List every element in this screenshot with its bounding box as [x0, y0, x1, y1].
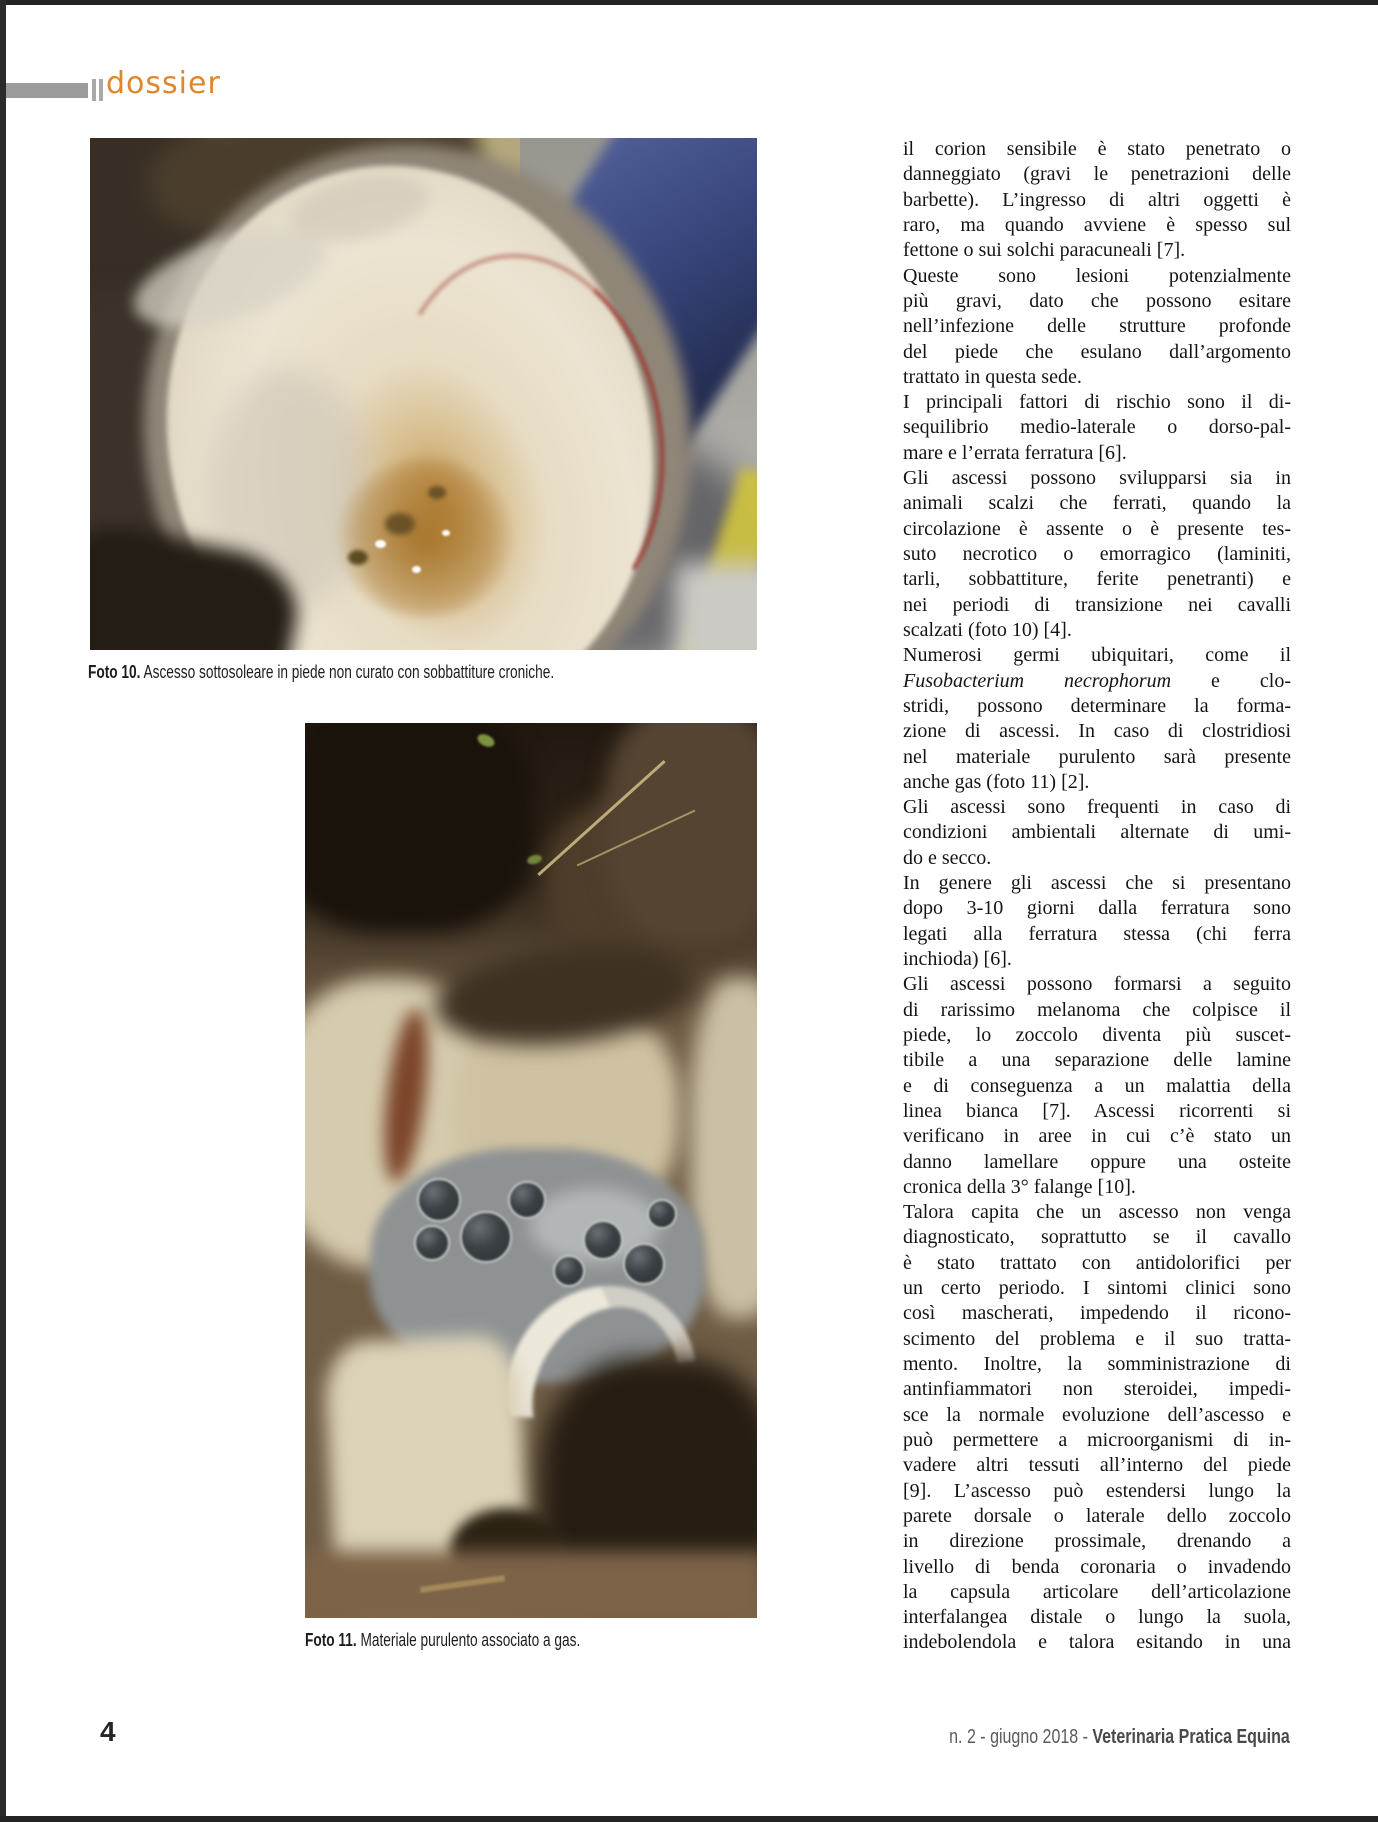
text-line: animali scalzi che ferrati, quando la: [903, 492, 1291, 515]
text-line: di rarissimo melanoma che colpisce il: [903, 998, 1291, 1021]
footer-issue-info: n. 2 - giugno 2018 -: [949, 1726, 1093, 1748]
text-line: raro, ma quando avviene è spesso sul: [903, 213, 1291, 236]
text-line: I principali fattori di rischio sono il di-: [903, 391, 1291, 414]
text-line: fettone o sui solchi paracuneali [7].: [903, 239, 1186, 262]
text-line: Gli ascessi sono frequenti in caso di: [903, 796, 1291, 819]
text-line: cronica della 3° falange [10].: [903, 1175, 1136, 1198]
italic-text: Fusobacterium necrophorum: [903, 669, 1172, 692]
text-line: la capsula articolare dell’articolazione: [903, 1580, 1291, 1603]
text-line: mento. Inoltre, la somministrazione di: [903, 1353, 1291, 1375]
figure-caption-foto-10: [88, 662, 554, 683]
text-line: legati alla ferratura stessa (chi ferra: [903, 922, 1291, 945]
text-line: scalzati (foto 10) [4].: [903, 618, 1072, 641]
text-line: mare e l’errata ferratura [6].: [903, 441, 1127, 464]
article-column: [903, 137, 1291, 1656]
page-frame-top: [0, 0, 1378, 5]
text-line: verificano in aree in cui c’è stato un: [903, 1125, 1291, 1148]
section-marker-icon: [92, 79, 103, 101]
text-line: il corion sensibile è stato penetrato o: [903, 138, 1291, 160]
text: e clo-: [1171, 669, 1291, 692]
text-line: Gli ascessi possono formarsi a seguito: [903, 973, 1291, 996]
figure-label: Foto 11.: [305, 1630, 357, 1650]
text-line: vadere altri tessuti all’interno del piede: [903, 1454, 1291, 1477]
text-line: do e secco.: [903, 846, 992, 869]
text-line: nell’infezione delle strutture profonde: [903, 315, 1291, 338]
footer-journal-line: [949, 1726, 1290, 1749]
text-line: nel materiale purulento sarà presente: [903, 745, 1291, 768]
text-line: piede, lo zoccolo diventa più suscet-: [903, 1023, 1291, 1046]
text-line: indebolendola e talora esitando in una: [903, 1631, 1291, 1654]
text-line: del piede che esulano dall’argomento: [903, 340, 1291, 363]
page-frame-bottom: [0, 1816, 1378, 1822]
text-line: [9]. L’ascesso può estendersi lungo la: [903, 1479, 1291, 1502]
text-line: e di conseguenza a un malattia della: [903, 1074, 1291, 1097]
text-line: nei periodi di transizione nei cavalli: [903, 593, 1291, 616]
text-line: Gli ascessi possono svilupparsi sia in: [903, 467, 1291, 490]
text-line: condizioni ambientali alternate di umi-: [903, 821, 1291, 844]
text-line: dopo 3-10 giorni dalla ferratura sono: [903, 897, 1291, 920]
text-line: tarli, sobbattiture, ferite penetranti) e: [903, 568, 1291, 591]
section-title: dossier: [106, 66, 221, 101]
text-line: In genere gli ascessi che si presentano: [903, 872, 1291, 895]
page-frame-left: [0, 0, 6, 1822]
text-line: tibile a una separazione delle lamine: [903, 1049, 1291, 1072]
text-line: Talora capita che un ascesso non venga: [903, 1201, 1291, 1224]
text-line: barbette). L’ingresso di altri oggetti è: [903, 188, 1291, 211]
text-line: sce la normale evoluzione dell’ascesso e: [903, 1403, 1291, 1426]
text-line: circolazione è assente o è presente tes-: [903, 517, 1291, 540]
page-number: 4: [100, 1716, 116, 1747]
figure-label: Foto 10.: [88, 662, 141, 682]
figure-caption-text: Ascesso sottosoleare in piede non curato con sobbattiture croniche.: [140, 662, 555, 682]
text-line: danneggiato (gravi le penetrazioni delle: [903, 163, 1291, 186]
photo-foto-11: [305, 723, 757, 1618]
text-line: così mascherati, impedendo il ricono-: [903, 1302, 1291, 1325]
text-line: stridi, possono determinare la forma-: [903, 694, 1291, 717]
text-line: danno lamellare oppure una osteite: [903, 1150, 1291, 1173]
text-line: zione di ascessi. In caso di clostridiosi: [903, 720, 1291, 743]
text-line: anche gas (foto 11) [2].: [903, 770, 1090, 793]
text-line: diagnosticato, soprattutto se il cavallo: [903, 1226, 1291, 1249]
text-line: livello di benda coronaria o invadendo: [903, 1555, 1291, 1578]
text-line: inchioda) [6].: [903, 948, 1012, 970]
figure-caption-text: Materiale purulento associato a gas.: [356, 1630, 581, 1650]
text-line: sequilibrio medio-laterale o dorso-pal-: [903, 416, 1291, 439]
text-line: [903, 669, 1291, 694]
footer-journal-name: Veterinaria Pratica Equina: [1092, 1726, 1290, 1748]
text-line: Numerosi germi ubiquitari, come il: [903, 644, 1291, 667]
text-line: linea bianca [7]. Ascessi ricorrenti si: [903, 1099, 1291, 1122]
text-line: parete dorsale o laterale dello zoccolo: [903, 1504, 1291, 1527]
figure-caption-foto-11: [305, 1630, 580, 1651]
text-line: suto necrotico o emorragico (laminiti,: [903, 543, 1291, 565]
text-line: interfalangea distale o lungo la suola,: [903, 1606, 1291, 1629]
text-line: può permettere a microorganismi di in-: [903, 1428, 1291, 1451]
text-line: scimento del problema e il suo tratta-: [903, 1327, 1291, 1350]
text-line: è stato trattato con antidolorifici per: [903, 1251, 1291, 1274]
photo-foto-10: [90, 138, 757, 650]
text-line: in direzione prossimale, drenando a: [903, 1530, 1291, 1553]
section-rule: [6, 83, 88, 98]
text-line: più gravi, dato che possono esitare: [903, 289, 1291, 312]
text-line: trattato in questa sede.: [903, 365, 1082, 388]
text-line: Queste sono lesioni potenzialmente: [903, 264, 1291, 287]
text-line: un certo periodo. I sintomi clinici sono: [903, 1277, 1291, 1300]
text-line: antinfiammatori non steroidei, impedi-: [903, 1378, 1291, 1401]
